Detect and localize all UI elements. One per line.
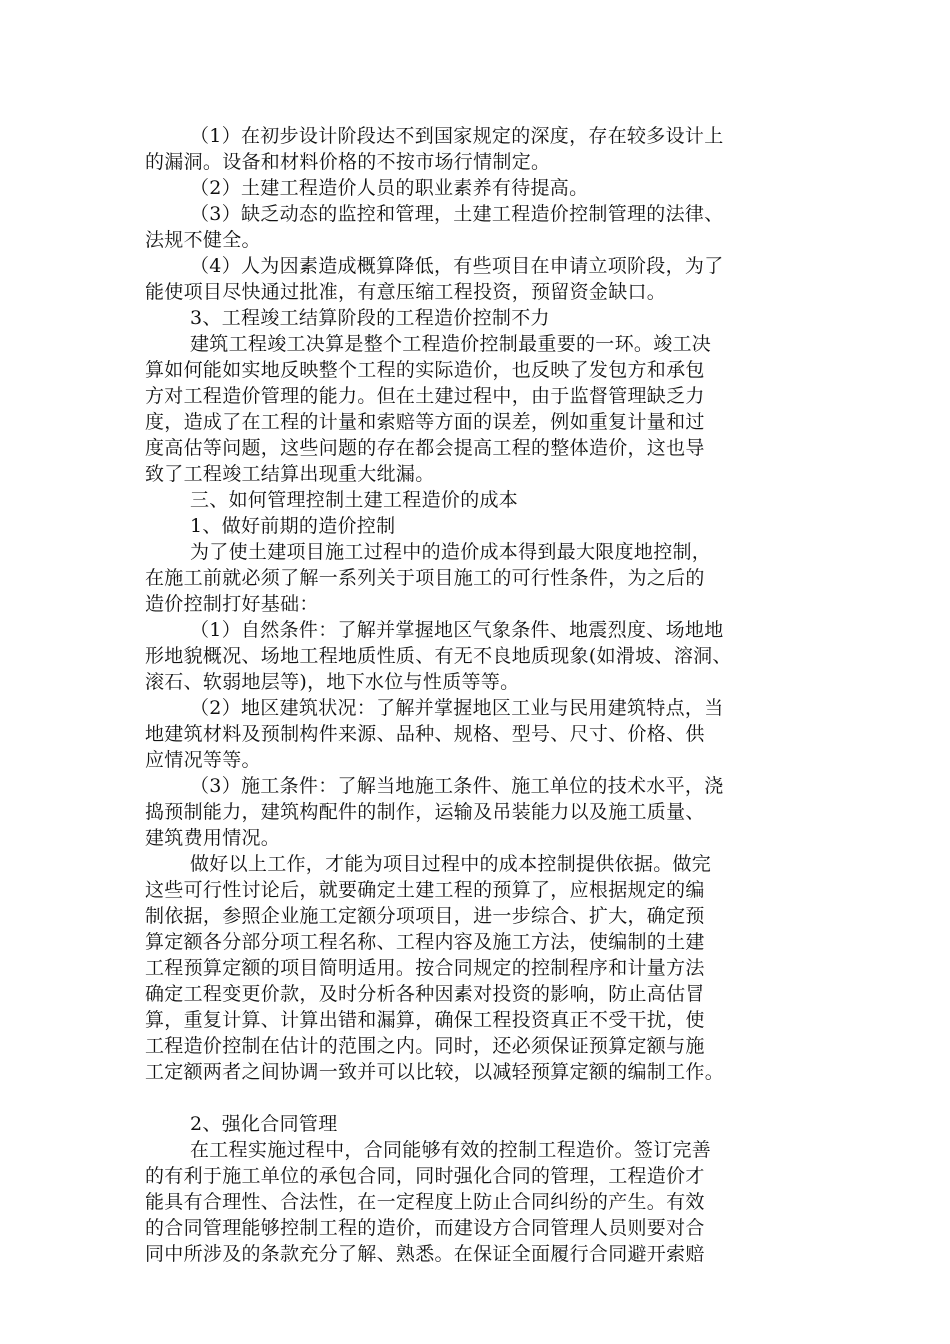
text-line: 算，重复计算、计算出错和漏算，确保工程投资真正不受干扰，使 bbox=[145, 1009, 705, 1031]
text-line: （1）在初步设计阶段达不到国家规定的深度，存在较多设计上 bbox=[190, 125, 724, 147]
text-line: （1）自然条件：了解并掌握地区气象条件、地震烈度、场地地 bbox=[190, 619, 724, 641]
text-line: 的漏洞。设备和材料价格的不按市场行情制定。 bbox=[145, 151, 551, 173]
text-line: 工程造价控制在估计的范围之内。同时，还必须保证预算定额与施 bbox=[145, 1035, 705, 1057]
text-line: 的有利于施工单位的承包合同，同时强化合同的管理，工程造价才 bbox=[145, 1165, 705, 1187]
text-line: 建筑工程竣工决算是整个工程造价控制最重要的一环。竣工决 bbox=[190, 333, 712, 355]
text-line: （3）施工条件：了解当地施工条件、施工单位的技术水平，浇 bbox=[190, 775, 724, 797]
text-line: 这些可行性讨论后，就要确定土建工程的预算了，应根据规定的编 bbox=[145, 879, 705, 901]
section-heading: 三、如何管理控制土建工程造价的成本 bbox=[190, 489, 519, 511]
text-line: 算定额各分部分项工程名称、工程内容及施工方法，使编制的土建 bbox=[145, 931, 705, 953]
text-line: 确定工程变更价款，及时分析各种因素对投资的影响，防止高估冒 bbox=[145, 983, 705, 1005]
text-line: 的合同管理能够控制工程的造价，而建设方合同管理人员则要对合 bbox=[145, 1217, 705, 1239]
section-heading: 3、工程竣工结算阶段的工程造价控制不力 bbox=[190, 307, 550, 329]
text-line: 法规不健全。 bbox=[145, 229, 261, 251]
text-line: 在工程实施过程中，合同能够有效的控制工程造价。签订完善 bbox=[190, 1139, 712, 1161]
text-line: 制依据，参照企业施工定额分项项目，进一步综合、扩大，确定预 bbox=[145, 905, 705, 927]
text-line: 工定额两者之间协调一致并可以比较，以减轻预算定额的编制工作。 bbox=[145, 1061, 725, 1083]
text-line: 地建筑材料及预制构件来源、品种、规格、型号、尺寸、价格、供 bbox=[145, 723, 705, 745]
text-line: 为了使土建项目施工过程中的造价成本得到最大限度地控制， bbox=[190, 541, 712, 563]
text-line: 方对工程造价管理的能力。但在土建过程中，由于监督管理缺乏力 bbox=[145, 385, 705, 407]
text-line: 度高估等问题，这些问题的存在都会提高工程的整体造价，这也导 bbox=[145, 437, 705, 459]
text-line: 造价控制打好基础： bbox=[145, 593, 319, 615]
text-line: 度，造成了在工程的计量和索赔等方面的误差，例如重复计量和过 bbox=[145, 411, 705, 433]
text-line: 能使项目尽快通过批准，有意压缩工程投资，预留资金缺口。 bbox=[145, 281, 667, 303]
text-line: 在施工前就必须了解一系列关于项目施工的可行性条件，为之后的 bbox=[145, 567, 705, 589]
text-line: 捣预制能力，建筑构配件的制作，运输及吊装能力以及施工质量、 bbox=[145, 801, 705, 823]
text-line: 形地貌概况、场地工程地质性质、有无不良地质现象(如滑坡、溶洞、 bbox=[145, 645, 732, 667]
text-line: 致了工程竣工结算出现重大纰漏。 bbox=[145, 463, 435, 485]
text-line: （3）缺乏动态的监控和管理，土建工程造价控制管理的法律、 bbox=[190, 203, 724, 225]
text-line: 工程预算定额的项目简明适用。按合同规定的控制程序和计量方法 bbox=[145, 957, 705, 979]
text-line: 能具有合理性、合法性，在一定程度上防止合同纠纷的产生。有效 bbox=[145, 1191, 705, 1213]
text-line: 同中所涉及的条款充分了解、熟悉。在保证全面履行合同避开索赔 bbox=[145, 1243, 705, 1265]
text-line: （2）土建工程造价人员的职业素养有待提高。 bbox=[190, 177, 589, 199]
text-line: 应情况等等。 bbox=[145, 749, 261, 771]
section-heading: 1、做好前期的造价控制 bbox=[190, 515, 396, 537]
section-heading: 2、强化合同管理 bbox=[190, 1113, 338, 1135]
text-line: （2）地区建筑状况：了解并掌握地区工业与民用建筑特点，当 bbox=[190, 697, 724, 719]
text-line: 滚石、软弱地层等)，地下水位与性质等等。 bbox=[145, 671, 520, 693]
text-line: 算如何能如实地反映整个工程的实际造价，也反映了发包方和承包 bbox=[145, 359, 705, 381]
text-line: 做好以上工作，才能为项目过程中的成本控制提供依据。做完 bbox=[190, 853, 712, 875]
text-line: （4）人为因素造成概算降低，有些项目在申请立项阶段，为了 bbox=[190, 255, 724, 277]
text-line: 建筑费用情况。 bbox=[145, 827, 281, 849]
